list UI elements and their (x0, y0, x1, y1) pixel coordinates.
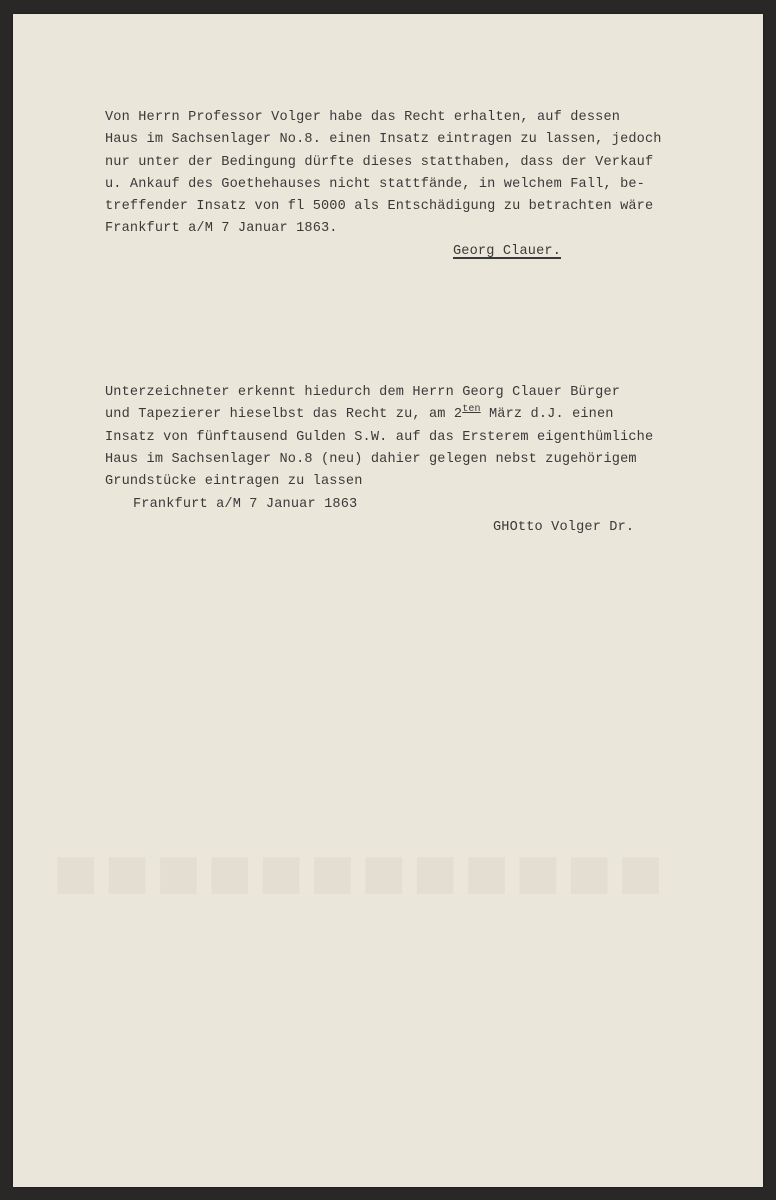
letter2-line: Haus im Sachsenlager No.8 (neu) dahier gelegen nebst zugehörigem (105, 451, 637, 467)
bleed-through-text: ■■■■■■■■■■■■ (53, 844, 670, 900)
letter1-line: Frankfurt a/M 7 Januar 1863. (105, 221, 338, 237)
letter1-line: Haus im Sachsenlager No.8. einen Insatz eintragen zu lassen, jedoch (105, 132, 662, 148)
letter1-line: Von Herrn Professor Volger habe das Recht erhalten, auf dessen (105, 110, 621, 125)
document-page (13, 14, 763, 1187)
letter2-place-date: Frankfurt a/M 7 Januar 1863 (133, 497, 358, 512)
ordinal-superscript: ten (462, 404, 481, 416)
letter2-line (105, 404, 653, 426)
letter1-body (105, 107, 662, 241)
letter2-line: Grundstücke eintragen zu lassen (105, 474, 363, 490)
letter2-line: Insatz von fünftausend Gulden S.W. auf das Ersterem eigenthümliche (105, 429, 654, 445)
letter2-line2-after: März d.J. einen (480, 407, 614, 423)
letter1-line: u. Ankauf des Goethehauses nicht stattfände, in welchem Fall, be- (105, 176, 645, 192)
letter2-body (105, 382, 653, 493)
letter2-signature: GHOtto Volger Dr. (493, 520, 635, 535)
letter2-line: Unterzeichneter erkennt hiedurch dem Herrn Georg Clauer Bürger (105, 385, 621, 400)
letter1-signature: Georg Clauer. (453, 244, 561, 259)
letter1-line: treffender Insatz von fl 5000 als Entschädigung zu betrachten wäre (105, 199, 654, 215)
letter2-line2-before: und Tapezierer hieselbst das Recht zu, am 2 (105, 407, 463, 423)
letter1-line: nur unter der Bedingung dürfte dieses statthaben, dass der Verkauf (105, 154, 654, 170)
